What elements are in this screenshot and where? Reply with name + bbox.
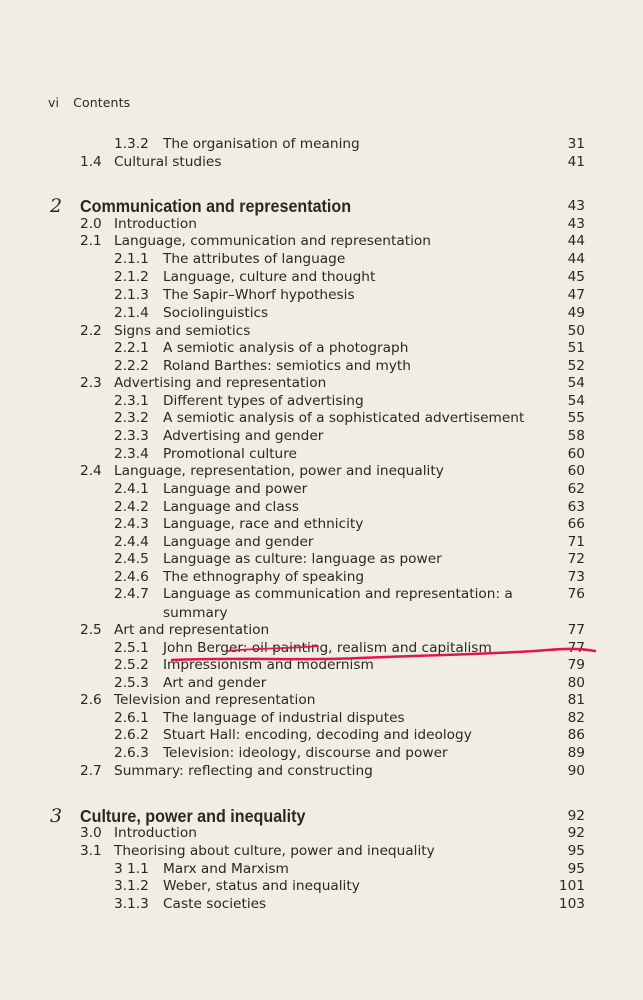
toc-entry — [0, 675, 643, 692]
chapter-title: Communication and representation — [80, 196, 352, 216]
page-number: 50 — [567, 323, 585, 339]
toc-entry — [0, 323, 643, 340]
page-number: 76 — [567, 586, 585, 602]
section-number: 2.3 — [80, 375, 102, 391]
section-title: Television and representation — [114, 692, 316, 708]
section-title: Language and power — [163, 481, 308, 497]
running-head — [48, 95, 130, 110]
toc-entry — [0, 481, 643, 498]
page-number: 80 — [567, 675, 585, 691]
section-number: 2.4.4 — [114, 534, 149, 550]
page-number: 82 — [567, 710, 585, 726]
page-number: 54 — [567, 375, 585, 391]
toc-entry — [0, 410, 643, 427]
section-title: Language, culture and thought — [163, 269, 376, 285]
toc-entry — [0, 516, 643, 533]
section-title: Language and gender — [163, 534, 314, 550]
section-title: The ethnography of speaking — [163, 569, 365, 585]
page-number: 92 — [567, 808, 585, 824]
section-number: 2.4.1 — [114, 481, 149, 497]
section-title: Language and class — [163, 499, 299, 515]
toc-entry-continuation — [0, 605, 643, 622]
section-number: 2.6.2 — [114, 727, 149, 743]
page-number: 89 — [567, 745, 585, 761]
page-number: 77 — [567, 622, 585, 638]
section-title: Roland Barthes: semiotics and myth — [163, 358, 411, 374]
section-number: 2.1 — [80, 233, 102, 249]
toc-entry — [0, 763, 643, 780]
toc-entry — [0, 745, 643, 762]
toc-entry — [0, 305, 643, 322]
page-number: 47 — [567, 287, 585, 303]
page-number: 43 — [567, 216, 585, 232]
section-number: 3.0 — [80, 825, 102, 841]
toc-entry — [0, 287, 643, 304]
section-title: Theorising about culture, power and inequality — [114, 843, 435, 859]
section-number: 2.5 — [80, 622, 102, 638]
section-title: Caste societies — [163, 896, 267, 912]
section-title: Language, communication and representation — [114, 233, 431, 249]
section-title: Promotional culture — [163, 446, 297, 462]
section-title: Signs and semiotics — [114, 323, 251, 339]
toc-entry — [0, 251, 643, 268]
page-number: 41 — [567, 154, 585, 170]
toc-entry — [0, 569, 643, 586]
page-folio: vi — [48, 95, 60, 110]
section-title: A semiotic analysis of a sophisticated advertisement — [163, 410, 525, 426]
page-number: 52 — [567, 358, 585, 374]
section-title: Marx and Marxism — [163, 861, 289, 877]
page-number: 71 — [567, 534, 585, 550]
section-title: Language, representation, power and inequality — [114, 463, 444, 479]
section-title: Stuart Hall: encoding, decoding and ideology — [163, 727, 472, 743]
page-number: 92 — [567, 825, 585, 841]
chapter-heading — [0, 195, 643, 217]
section-title: Introduction — [114, 825, 197, 841]
page-number: 31 — [567, 136, 585, 152]
page-number: 44 — [567, 251, 585, 267]
section-number: 2.4.3 — [114, 516, 149, 532]
page-number: 66 — [567, 516, 585, 532]
section-number: 2.6.1 — [114, 710, 149, 726]
section-title: The Sapir–Whorf hypothesis — [163, 287, 355, 303]
section-number: 2.1.4 — [114, 305, 149, 321]
section-title: The language of industrial disputes — [163, 710, 405, 726]
page-number: 54 — [567, 393, 585, 409]
page-number: 44 — [567, 233, 585, 249]
chapter-title: Culture, power and inequality — [80, 806, 306, 826]
page-number: 55 — [567, 410, 585, 426]
page-number: 95 — [567, 861, 585, 877]
toc-entry — [0, 551, 643, 568]
toc-entry — [0, 340, 643, 357]
section-number: 3.1 — [80, 843, 102, 859]
section-number: 3 1.1 — [114, 861, 149, 877]
toc-entry — [0, 622, 643, 639]
section-title: Sociolinguistics — [163, 305, 269, 321]
page-number: 49 — [567, 305, 585, 321]
section-number: 1.4 — [80, 154, 102, 170]
section-title: Art and gender — [163, 675, 267, 691]
page-number: 43 — [567, 198, 585, 214]
section-title: Advertising and representation — [114, 375, 327, 391]
toc-entry — [0, 358, 643, 375]
page-number: 86 — [567, 727, 585, 743]
section-number: 2.4.6 — [114, 569, 149, 585]
section-title: Introduction — [114, 216, 197, 232]
section-number: 2.0 — [80, 216, 102, 232]
section-number: 2.1.3 — [114, 287, 149, 303]
page-number: 95 — [567, 843, 585, 859]
chapter-number: 2 — [50, 195, 63, 217]
toc-entry — [0, 640, 643, 657]
section-number: 2.1.2 — [114, 269, 149, 285]
section-title: Different types of advertising — [163, 393, 364, 409]
toc-entry — [0, 375, 643, 392]
section-title: Summary: reflecting and constructing — [114, 763, 373, 779]
section-number: 2.5.2 — [114, 657, 149, 673]
toc-entry — [0, 878, 643, 895]
section-number: 2.2 — [80, 323, 102, 339]
section-number: 2.3.4 — [114, 446, 149, 462]
toc-entry — [0, 896, 643, 913]
toc-entry — [0, 825, 643, 842]
running-head-label: Contents — [73, 95, 131, 110]
toc-entry — [0, 710, 643, 727]
section-title: Language, race and ethnicity — [163, 516, 364, 532]
section-title: Television: ideology, discourse and power — [163, 745, 448, 761]
section-number: 2.2.2 — [114, 358, 149, 374]
section-title: summary — [163, 605, 228, 621]
page-number: 58 — [567, 428, 585, 444]
page-number: 63 — [567, 499, 585, 515]
toc-entry — [0, 446, 643, 463]
page-number: 60 — [567, 446, 585, 462]
section-title: The attributes of language — [163, 251, 346, 267]
page-number: 90 — [567, 763, 585, 779]
page-number: 72 — [567, 551, 585, 567]
section-number: 2.4.7 — [114, 586, 149, 602]
toc-entry — [0, 586, 643, 603]
chapter-heading — [0, 805, 643, 827]
chapter-number: 3 — [50, 805, 63, 827]
toc-entry — [0, 499, 643, 516]
section-number: 2.3.3 — [114, 428, 149, 444]
section-number: 1.3.2 — [114, 136, 149, 152]
section-title: Art and representation — [114, 622, 270, 638]
toc-entry — [0, 428, 643, 445]
section-number: 2.2.1 — [114, 340, 149, 356]
section-title: Weber, status and inequality — [163, 878, 360, 894]
section-title: Advertising and gender — [163, 428, 324, 444]
section-number: 2.5.3 — [114, 675, 149, 691]
section-number: 2.6 — [80, 692, 102, 708]
section-number: 2.7 — [80, 763, 102, 779]
section-number: 3.1.2 — [114, 878, 149, 894]
page-number: 51 — [567, 340, 585, 356]
section-title: The organisation of meaning — [163, 136, 360, 152]
toc-entry — [0, 657, 643, 674]
section-number: 2.1.1 — [114, 251, 149, 267]
page-number: 79 — [567, 657, 585, 673]
page-number: 60 — [567, 463, 585, 479]
section-number: 2.4 — [80, 463, 102, 479]
page-number: 73 — [567, 569, 585, 585]
section-number: 2.3.1 — [114, 393, 149, 409]
toc-entry — [0, 269, 643, 286]
section-title: Language as culture: language as power — [163, 551, 442, 567]
toc-entry — [0, 727, 643, 744]
section-title: A semiotic analysis of a photograph — [163, 340, 409, 356]
toc-entry — [0, 233, 643, 250]
section-number: 2.4.2 — [114, 499, 149, 515]
section-number: 2.3.2 — [114, 410, 149, 426]
page-number: 45 — [567, 269, 585, 285]
section-title: Language as communication and representation: a — [163, 586, 513, 602]
section-number: 3.1.3 — [114, 896, 149, 912]
toc-entry — [0, 216, 643, 233]
toc-entry — [0, 393, 643, 410]
toc-entry — [0, 136, 643, 153]
section-title: Impressionism and modernism — [163, 657, 374, 673]
section-title: Cultural studies — [114, 154, 222, 170]
toc-entry — [0, 692, 643, 709]
page-number: 81 — [567, 692, 585, 708]
toc-entry — [0, 534, 643, 551]
page-number: 103 — [558, 896, 585, 912]
toc-entry — [0, 861, 643, 878]
section-number: 2.5.1 — [114, 640, 149, 656]
page-number: 62 — [567, 481, 585, 497]
toc-entry — [0, 843, 643, 860]
page-number: 101 — [558, 878, 585, 894]
section-title: John Berger: oil painting, realism and capitalism — [163, 640, 492, 656]
section-number: 2.6.3 — [114, 745, 149, 761]
section-number: 2.4.5 — [114, 551, 149, 567]
toc-entry — [0, 154, 643, 171]
toc-entry — [0, 463, 643, 480]
page-number: 77 — [567, 640, 585, 656]
